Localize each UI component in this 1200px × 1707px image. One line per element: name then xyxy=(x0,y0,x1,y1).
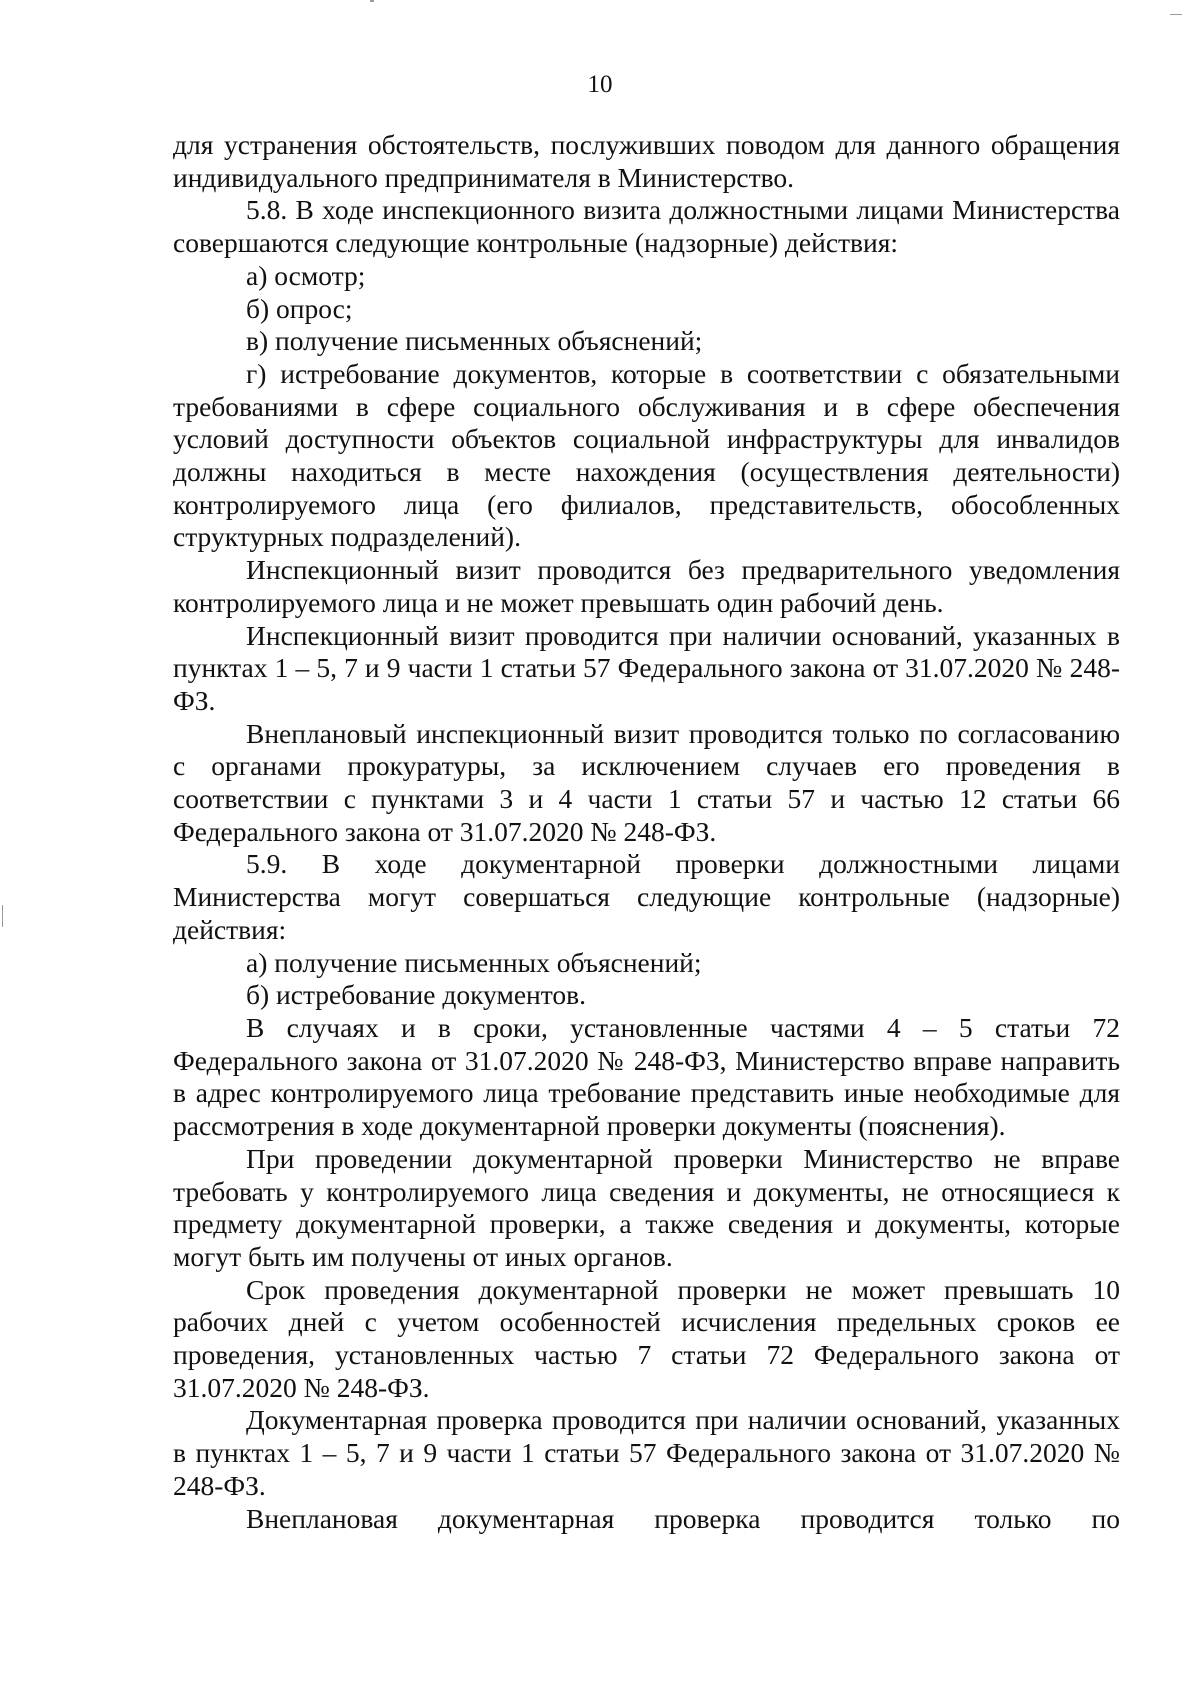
paragraph: Инспекционный визит проводится при наличии оснований, указанных в пунктах 1 – 5, 7 и 9 части 1 статьи 57 Федерального закона от 31.07.2020 № 248-ФЗ. xyxy=(173,619,1120,716)
paragraph: Документарная проверка проводится при наличии оснований, указанных в пунктах 1 – 5, 7 и 9 части 1 статьи 57 Федерального закона от 31.07.2020 № 248-ФЗ. xyxy=(173,1404,1120,1501)
paragraph: При проведении документарной проверки Министерство не вправе требовать у контролируемого лица сведения и документы, не относящиеся к предмету документарной проверки, а также сведения и документы, которые могут быть им получены от иных органов. xyxy=(173,1142,1120,1272)
list-item-v: в) получение письменных объяснений; xyxy=(246,325,703,357)
list-item-g: г) истребование документов, которые в соответствии с обязательными требованиями в сфере социального обслуживания и в сфере обеспечения условий доступности объектов социальной инфраструктуры для инвалидов должны находиться в месте нахождения (осуществления деятельности) контролируемого лица (его филиалов, представительств, обособленных структурных подразделений). xyxy=(173,357,1120,553)
list-item-a: а) осмотр; xyxy=(246,259,366,291)
list-item-a: а) получение письменных объяснений; xyxy=(246,946,702,978)
paragraph: Срок проведения документарной проверки не может превышать 10 рабочих дней с учетом особенностей исчисления предельных сроков ее проведения, установленных частью 7 статьи 72 Федерального закона от 31.07.2020 № 248-ФЗ. xyxy=(173,1273,1120,1403)
document-body xyxy=(173,129,1120,1535)
list-item-b: б) опрос; xyxy=(246,292,353,324)
paragraph-continues-next-page: Внеплановая документарная проверка проводится только по xyxy=(246,1502,1120,1534)
page-number: 10 xyxy=(587,71,613,98)
paragraph-5-8: 5.8. В ходе инспекционного визита должностными лицами Министерства совершаются следующие контрольные (надзорные) действия: xyxy=(173,194,1120,259)
scan-artifact-top xyxy=(370,0,374,2)
scan-artifact-left xyxy=(2,905,3,927)
list-item-b: б) истребование документов. xyxy=(246,979,587,1011)
paragraph-5-9: 5.9. В ходе документарной проверки должностными лицами Министерства могут совершаться следующие контрольные (надзорные) действия: xyxy=(173,848,1120,945)
paragraph-continuation: для устранения обстоятельств, послуживших поводом для данного обращения индивидуального предпринимателя в Министерство. xyxy=(173,129,1120,193)
scan-artifact-top-right xyxy=(1170,14,1182,15)
paragraph: В случаях и в сроки, установленные частями 4 – 5 статьи 72 Федерального закона от 31.07.2020 № 248-ФЗ, Министерство вправе направить в адрес контролируемого лица требование представить иные необходимые для рассмотрения в ходе документарной проверки документы (пояснения). xyxy=(173,1011,1120,1142)
paragraph: Внеплановый инспекционный визит проводится только по согласованию с органами прокуратуры, за исключением случаев его проведения в соответствии с пунктами 3 и 4 части 1 статьи 57 и частью 12 статьи 66 Федерального закона от 31.07.2020 № 248-ФЗ. xyxy=(173,717,1120,847)
paragraph: Инспекционный визит проводится без предварительного уведомления контролируемого лица и не может превышать один рабочий день. xyxy=(173,554,1120,618)
